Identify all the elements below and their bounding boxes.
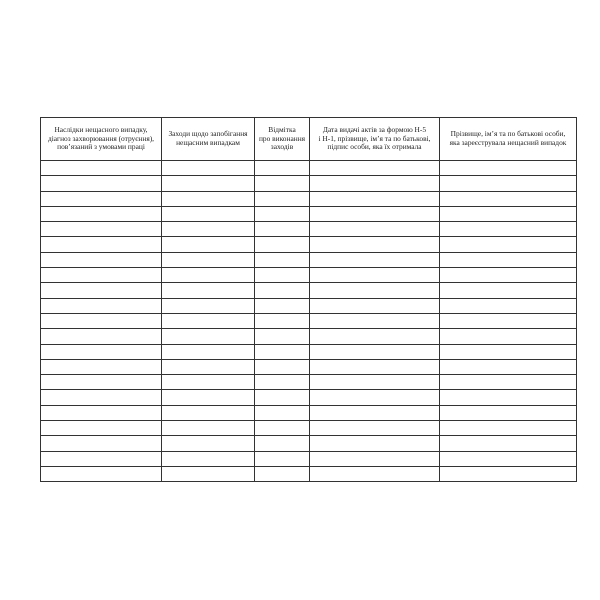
cell-completion[interactable]	[255, 375, 310, 390]
cell-consequences[interactable]	[41, 298, 162, 313]
table-row	[41, 161, 577, 176]
cell-registrar[interactable]	[440, 421, 577, 436]
cell-registrar[interactable]	[440, 329, 577, 344]
cell-act-issue[interactable]	[310, 176, 440, 191]
cell-prevention[interactable]	[162, 206, 255, 221]
header-consequences: Наслідки нещасного випадку, діагноз захворювання (отруєння), пов’язаний з умовами праці	[41, 118, 162, 161]
cell-prevention[interactable]	[162, 390, 255, 405]
cell-act-issue[interactable]	[310, 268, 440, 283]
cell-consequences[interactable]	[41, 191, 162, 206]
cell-consequences[interactable]	[41, 268, 162, 283]
cell-prevention[interactable]	[162, 298, 255, 313]
cell-prevention[interactable]	[162, 436, 255, 451]
cell-consequences[interactable]	[41, 436, 162, 451]
header-act-issue: Дата видачі актів за формою Н-5 і Н-1, прізвище, ім’я та по батькові, підпис особи, яка їх отримала	[310, 118, 440, 161]
cell-completion[interactable]	[255, 161, 310, 176]
cell-completion[interactable]	[255, 313, 310, 328]
cell-registrar[interactable]	[440, 252, 577, 267]
cell-consequences[interactable]	[41, 176, 162, 191]
cell-consequences[interactable]	[41, 359, 162, 374]
cell-act-issue[interactable]	[310, 359, 440, 374]
cell-consequences[interactable]	[41, 222, 162, 237]
cell-prevention[interactable]	[162, 191, 255, 206]
cell-act-issue[interactable]	[310, 222, 440, 237]
cell-registrar[interactable]	[440, 451, 577, 466]
cell-completion[interactable]	[255, 252, 310, 267]
table-body	[41, 161, 577, 482]
cell-prevention[interactable]	[162, 405, 255, 420]
cell-registrar[interactable]	[440, 283, 577, 298]
cell-act-issue[interactable]	[310, 161, 440, 176]
table-row	[41, 466, 577, 481]
cell-prevention[interactable]	[162, 451, 255, 466]
cell-completion[interactable]	[255, 329, 310, 344]
cell-consequences[interactable]	[41, 344, 162, 359]
cell-registrar[interactable]	[440, 206, 577, 221]
header-completion: Відмітка про виконання заходів	[255, 118, 310, 161]
cell-completion[interactable]	[255, 359, 310, 374]
cell-registrar[interactable]	[440, 436, 577, 451]
cell-prevention[interactable]	[162, 161, 255, 176]
cell-act-issue[interactable]	[310, 466, 440, 481]
cell-completion[interactable]	[255, 436, 310, 451]
cell-act-issue[interactable]	[310, 421, 440, 436]
cell-prevention[interactable]	[162, 283, 255, 298]
cell-registrar[interactable]	[440, 466, 577, 481]
cell-registrar[interactable]	[440, 405, 577, 420]
cell-consequences[interactable]	[41, 161, 162, 176]
cell-registrar[interactable]	[440, 176, 577, 191]
cell-completion[interactable]	[255, 268, 310, 283]
cell-consequences[interactable]	[41, 206, 162, 221]
cell-registrar[interactable]	[440, 237, 577, 252]
table-row	[41, 436, 577, 451]
table-row	[41, 313, 577, 328]
cell-prevention[interactable]	[162, 237, 255, 252]
cell-completion[interactable]	[255, 344, 310, 359]
cell-registrar[interactable]	[440, 268, 577, 283]
table-row	[41, 283, 577, 298]
header-row	[41, 118, 577, 161]
cell-consequences[interactable]	[41, 451, 162, 466]
header-prevention: Заходи щодо запобігання нещасним випадкам	[162, 118, 255, 161]
cell-prevention[interactable]	[162, 329, 255, 344]
table-row	[41, 344, 577, 359]
cell-consequences[interactable]	[41, 313, 162, 328]
cell-prevention[interactable]	[162, 375, 255, 390]
cell-registrar[interactable]	[440, 161, 577, 176]
cell-prevention[interactable]	[162, 344, 255, 359]
cell-completion[interactable]	[255, 466, 310, 481]
cell-registrar[interactable]	[440, 390, 577, 405]
table-row	[41, 191, 577, 206]
cell-registrar[interactable]	[440, 359, 577, 374]
cell-prevention[interactable]	[162, 466, 255, 481]
cell-act-issue[interactable]	[310, 436, 440, 451]
table-row	[41, 375, 577, 390]
cell-consequences[interactable]	[41, 375, 162, 390]
header-registrar: Прізвище, ім’я та по батькові особи, яка зареєструвала нещасний випадок	[440, 118, 577, 161]
cell-act-issue[interactable]	[310, 298, 440, 313]
cell-consequences[interactable]	[41, 252, 162, 267]
cell-consequences[interactable]	[41, 390, 162, 405]
table-row	[41, 390, 577, 405]
table-row	[41, 237, 577, 252]
cell-completion[interactable]	[255, 237, 310, 252]
cell-act-issue[interactable]	[310, 283, 440, 298]
cell-registrar[interactable]	[440, 313, 577, 328]
cell-act-issue[interactable]	[310, 405, 440, 420]
table-row	[41, 268, 577, 283]
cell-completion[interactable]	[255, 390, 310, 405]
cell-act-issue[interactable]	[310, 206, 440, 221]
cell-act-issue[interactable]	[310, 313, 440, 328]
cell-act-issue[interactable]	[310, 191, 440, 206]
cell-act-issue[interactable]	[310, 375, 440, 390]
cell-consequences[interactable]	[41, 421, 162, 436]
cell-registrar[interactable]	[440, 191, 577, 206]
cell-consequences[interactable]	[41, 405, 162, 420]
cell-completion[interactable]	[255, 421, 310, 436]
cell-registrar[interactable]	[440, 375, 577, 390]
cell-act-issue[interactable]	[310, 252, 440, 267]
cell-completion[interactable]	[255, 176, 310, 191]
table-row	[41, 329, 577, 344]
cell-completion[interactable]	[255, 206, 310, 221]
cell-act-issue[interactable]	[310, 329, 440, 344]
cell-completion[interactable]	[255, 405, 310, 420]
cell-prevention[interactable]	[162, 176, 255, 191]
cell-completion[interactable]	[255, 298, 310, 313]
cell-completion[interactable]	[255, 222, 310, 237]
cell-consequences[interactable]	[41, 466, 162, 481]
cell-consequences[interactable]	[41, 283, 162, 298]
cell-prevention[interactable]	[162, 313, 255, 328]
cell-registrar[interactable]	[440, 344, 577, 359]
cell-act-issue[interactable]	[310, 344, 440, 359]
cell-consequences[interactable]	[41, 329, 162, 344]
cell-completion[interactable]	[255, 283, 310, 298]
table-row	[41, 451, 577, 466]
cell-prevention[interactable]	[162, 222, 255, 237]
cell-completion[interactable]	[255, 191, 310, 206]
cell-registrar[interactable]	[440, 298, 577, 313]
cell-prevention[interactable]	[162, 421, 255, 436]
cell-registrar[interactable]	[440, 222, 577, 237]
cell-act-issue[interactable]	[310, 390, 440, 405]
cell-prevention[interactable]	[162, 359, 255, 374]
table-row	[41, 298, 577, 313]
table-row	[41, 421, 577, 436]
cell-consequences[interactable]	[41, 237, 162, 252]
cell-act-issue[interactable]	[310, 237, 440, 252]
table-row	[41, 206, 577, 221]
accident-register-table	[40, 117, 577, 482]
cell-act-issue[interactable]	[310, 451, 440, 466]
table-row	[41, 359, 577, 374]
cell-completion[interactable]	[255, 451, 310, 466]
table-row	[41, 222, 577, 237]
cell-prevention[interactable]	[162, 268, 255, 283]
table-row	[41, 176, 577, 191]
cell-prevention[interactable]	[162, 252, 255, 267]
table-row	[41, 405, 577, 420]
table-row	[41, 252, 577, 267]
